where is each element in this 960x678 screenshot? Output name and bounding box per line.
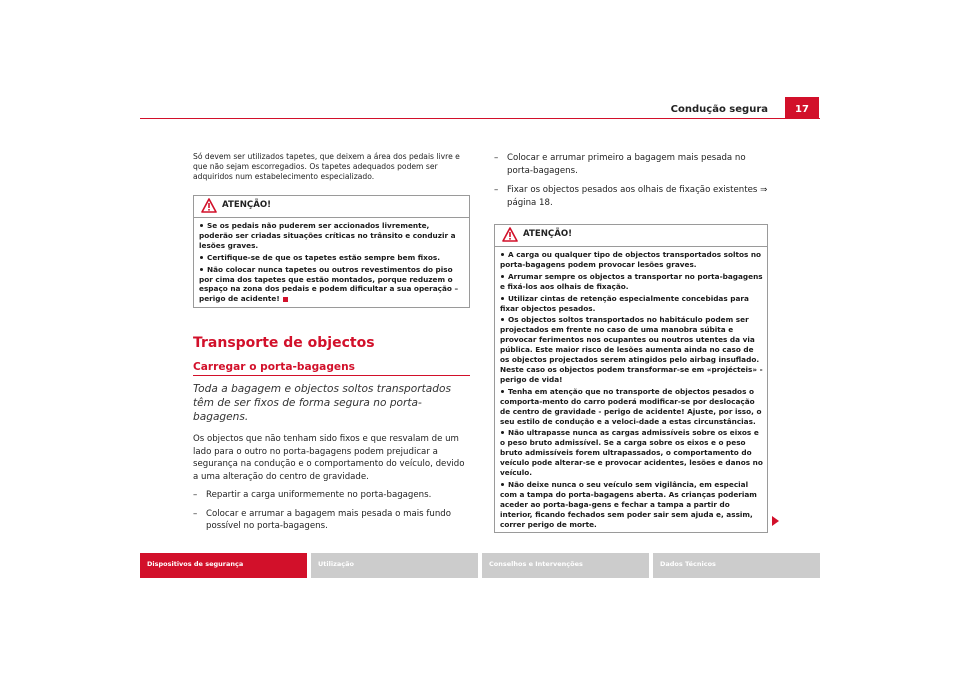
warning-item: Arrumar sempre os objectos a transportar no porta-bagagens e fixá-los aos olhais de fixação. [500,271,763,291]
warning-box-luggage [494,224,768,533]
bullet-icon [501,318,504,321]
section-title: Transporte de objectos [193,335,375,352]
right-column [494,152,768,533]
warning-header [194,196,469,218]
lead-paragraph: Toda a bagagem e objectos soltos transportados têm de ser fixos de forma segura no porta-bagagens. [193,383,451,424]
step-item: – Repartir a carga uniformemente no porta-bagagens. [193,490,432,501]
warning-item: Tenha em atenção que no transporte de objectos pesados o comporta-mento do carro poderá modificar-se por deslocação de centro de gravidade - perigo de acidente! Ajuste, por isso, o seu estilo de condução e a veloci-dade a estas circunstâncias. [500,386,762,426]
page-number: 17 [785,97,819,119]
warning-item: Certifique-se de que os tapetes estão sempre bem fixos. [199,253,465,263]
warning-box-floor-mats [193,195,470,308]
warning-item: Os objectos soltos transportados no habitáculo podem ser projectados em frente no caso de uma manobra súbita e provocar ferimentos nos ocupantes ou noutros utentes da via pública. Este maior risco de lesões aumenta ainda no caso de os objectos projectados serem atingidos pelo airbag insuflado. Neste caso os objectos podem transformar-se em «projécteis» - perigo de vida! [500,315,763,384]
left-column [193,152,470,533]
warning-item: A carga ou qualquer tipo de objectos transportados soltos no porta-bagagens podem provocar lesões graves. [500,250,762,269]
intro-paragraph: Só devem ser utilizados tapetes, que deixem a área dos pedais livre e que não sejam escorregadios. Os tapetes adequados podem ser adquiridos num estabelecimento especializado. [193,152,460,181]
warning-body [495,247,767,532]
bullet-icon [501,253,504,256]
footer-tab-dispositivos[interactable]: Dispositivos de segurança [140,553,307,578]
bullet-icon [501,390,504,393]
warning-triangle-icon [502,227,518,242]
warning-title: ATENÇÃO! [222,200,272,210]
subsection-title: Carregar o porta-bagagens [193,361,355,374]
warning-triangle-icon [201,198,217,213]
bullet-icon [501,483,504,486]
warning-item: Não ultrapasse nunca as cargas admissíveis sobre os eixos e o peso bruto admissível. Se a carga sobre os eixos e o peso bruto admissíveis forem ultrapassados, o comportamento do veículo pode alterar-se e provocar acidentes, lesões e danos no veículo. [500,428,763,478]
bullet-icon [501,431,504,434]
end-of-section-icon [283,297,288,302]
subsection-rule [193,375,470,376]
step-item: – Colocar e arrumar a bagagem mais pesada o mais fundo possível no porta-bagagens. [193,508,452,532]
warning-item: Utilizar cintas de retenção especialmente concebidas para fixar objectos pesados. [500,293,749,313]
step-item: – Colocar e arrumar primeiro a bagagem mais pesada no porta-bagagens. [494,153,746,176]
running-header-title: Condução segura [670,104,768,115]
footer-tab-utilizacao[interactable]: Utilização [311,553,478,578]
warning-header [495,225,767,247]
body-paragraph: Os objectos que não tenham sido fixos e que resvalam de um lado para o outro no porta-bagagens podem prejudicar a segurança na condução e o comportamento do veículo, devido a uma alteração do centro de gravidade. [193,434,465,482]
warning-item: Não deixe nunca o seu veículo sem vigilância, em especial com a tampa do porta-bagagens aberta. As crianças poderiam aceder ao porta-baga-gens e fechar a tampa a partir do interior, ficando fechados sem poder sair sem ajuda e, assim, correr perigo de morte. [500,479,757,529]
continue-arrow-icon [772,516,779,526]
header-rule [140,118,820,119]
bullet-icon [200,256,203,259]
bullet-icon [501,275,504,278]
bullet-icon [200,224,203,227]
bullet-icon [501,297,504,300]
warning-title: ATENÇÃO! [523,229,573,239]
warning-body [194,218,469,307]
warning-item: Se os pedais não puderem ser accionados livremente, poderão ser criadas situações críticas no trânsito e conduzir a lesões graves. [199,221,456,250]
step-item: – Fixar os objectos pesados aos olhais de fixação existentes ⇒ página 18. [494,185,768,208]
warning-item: Não colocar nunca tapetes ou outros revestimentos do piso por cima dos tapetes que estão montados, porque reduzem o espaço na zona dos pedais e podem dificultar a sua operação – perigo de acidente! [199,264,459,304]
footer-tab-conselhos[interactable]: Conselhos e Intervenções [482,553,649,578]
bullet-icon [200,268,203,271]
footer-tab-dados-tecnicos[interactable]: Dados Técnicos [653,553,820,578]
